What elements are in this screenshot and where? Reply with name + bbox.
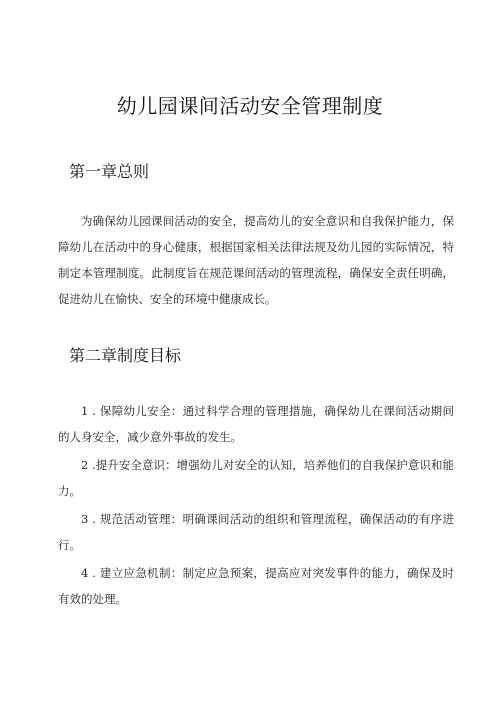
document-title: 幼儿园课间活动安全管理制度: [116, 94, 384, 118]
goal-item-3: 3 . 规范活动管理：明确课间活动的组织和管理流程，确保活动的有序进行。: [58, 512, 454, 552]
chapter-1-paragraph: 为确保幼儿园课间活动的安全，提高幼儿的安全意识和自我保护能力，保障幼儿在活动中的身心健康，根据国家相关法律法规及幼儿园的实际情况，特制定本管理制度。此制度旨在规范课间活动的管理流程，确保安全责任明确，促进幼儿在愉快、安全的环境中健康成长。: [58, 214, 454, 306]
goal-item-1: 1 . 保障幼儿安全：通过科学合理的管理措施，确保幼儿在课间活动期间的人身安全，减少意外事故的发生。: [58, 404, 454, 444]
chapter-2-heading: 第二章制度目标: [69, 346, 182, 365]
goal-item-2: 2 .提升安全意识：增强幼儿对安全的认知，培养他们的自我保护意识和能力。: [58, 458, 454, 498]
chapter-1-heading: 第一章总则: [69, 162, 150, 181]
goal-item-4: 4 . 建立应急机制：制定应急预案，提高应对突发事件的能力，确保及时有效的处理。: [58, 566, 454, 606]
